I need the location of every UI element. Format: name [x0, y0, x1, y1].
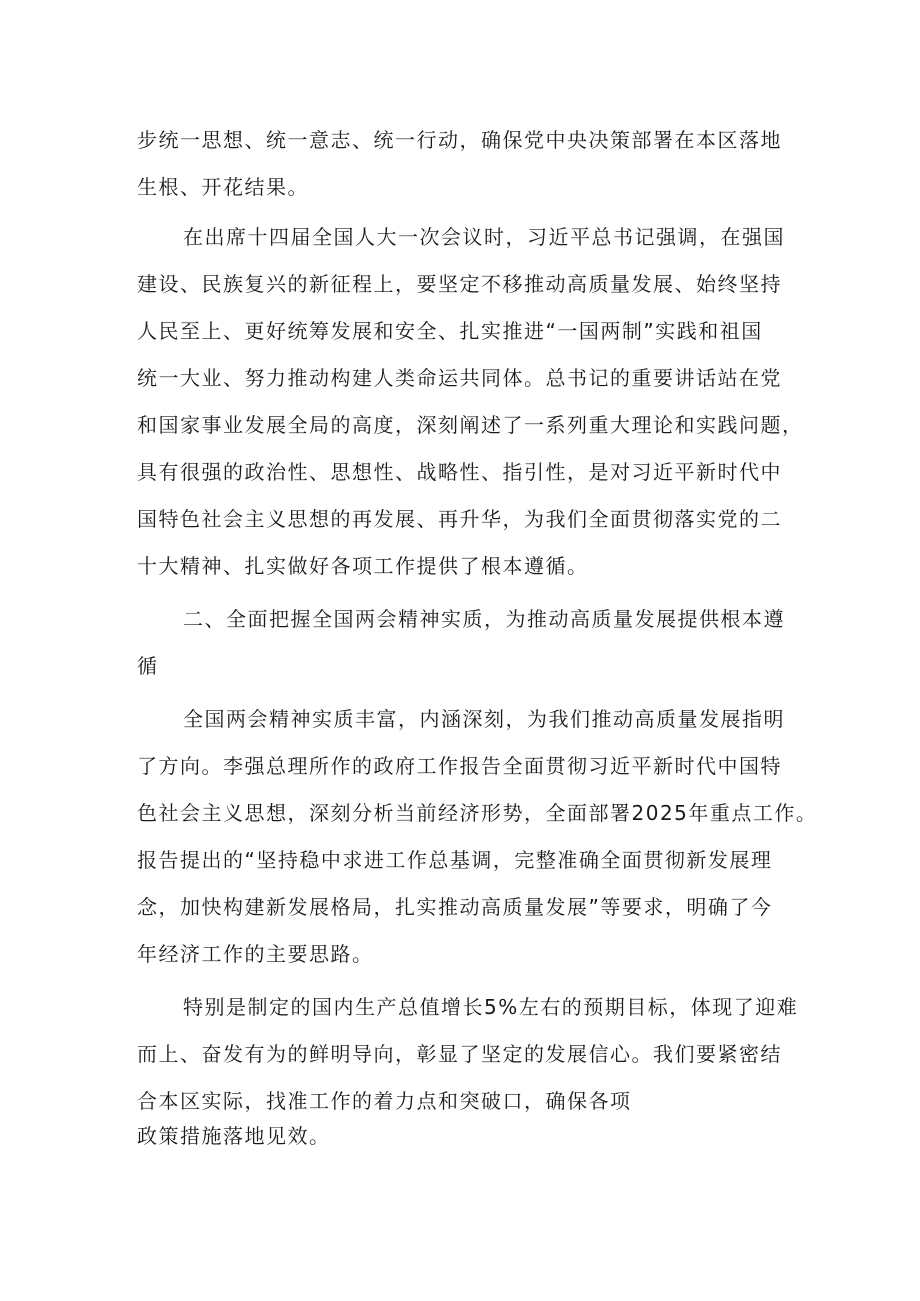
paragraph-first-line: 特别是制定的国内生产总值增长5%左右的预期目标，体现了迎难	[183, 995, 799, 1019]
text-line: 而上、奋发有为的鲜明导向，彰显了坚定的发展信心。我们要紧密结	[137, 1042, 782, 1066]
text-line: 政策措施落地见效。	[137, 1124, 331, 1148]
paragraph-first-line: 在出席十四届全国人大一次会议时，习近平总书记强调，在强国	[183, 225, 785, 249]
text-line: 建设、民族复兴的新征程上，要坚定不移推动高质量发展、始终坚持	[137, 272, 782, 296]
text-line: 国特色社会主义思想的再发展、再升华，为我们全面贯彻落实党的二	[137, 507, 782, 531]
text-line: 合本区实际，找准工作的着力点和突破口，确保各项	[137, 1089, 632, 1113]
section-heading-continued: 循	[137, 654, 159, 678]
text-line: 色社会主义思想，深刻分析当前经济形势，全面部署2025年重点工作。	[137, 801, 818, 825]
text-line: 报告提出的“坚持稳中求进工作总基调，完整准确全面贯彻新发展理	[137, 848, 773, 872]
text-line: 念，加快构建新发展格局，扎实推动高质量发展”等要求，明确了今	[137, 895, 773, 919]
text-line: 十大精神、扎实做好各项工作提供了根本遵循。	[137, 554, 589, 578]
text-line: 生根、开花结果。	[137, 175, 309, 199]
text-line: 统一大业、努力推动构建人类命运共同体。总书记的重要讲话站在党	[137, 366, 782, 390]
text-line: 年经济工作的主要思路。	[137, 942, 374, 966]
paragraph-first-line: 全国两会精神实质丰富，内涵深刻，为我们推动高质量发展指明	[183, 707, 785, 731]
text-line: 和国家事业发展全局的高度，深刻阐述了一系列重大理论和实践问题，	[137, 413, 804, 437]
text-line: 具有很强的政治性、思想性、战略性、指引性，是对习近平新时代中	[137, 460, 782, 484]
text-line: 了方向。李强总理所作的政府工作报告全面贯彻习近平新时代中国特	[137, 754, 782, 778]
text-line: 步统一思想、统一意志、统一行动，确保党中央决策部署在本区落地	[137, 128, 782, 152]
section-heading: 二、全面把握全国两会精神实质，为推动高质量发展提供根本遵	[183, 607, 785, 631]
text-line: 人民至上、更好统筹发展和安全、扎实推进“一国两制”实践和祖国	[137, 319, 763, 343]
